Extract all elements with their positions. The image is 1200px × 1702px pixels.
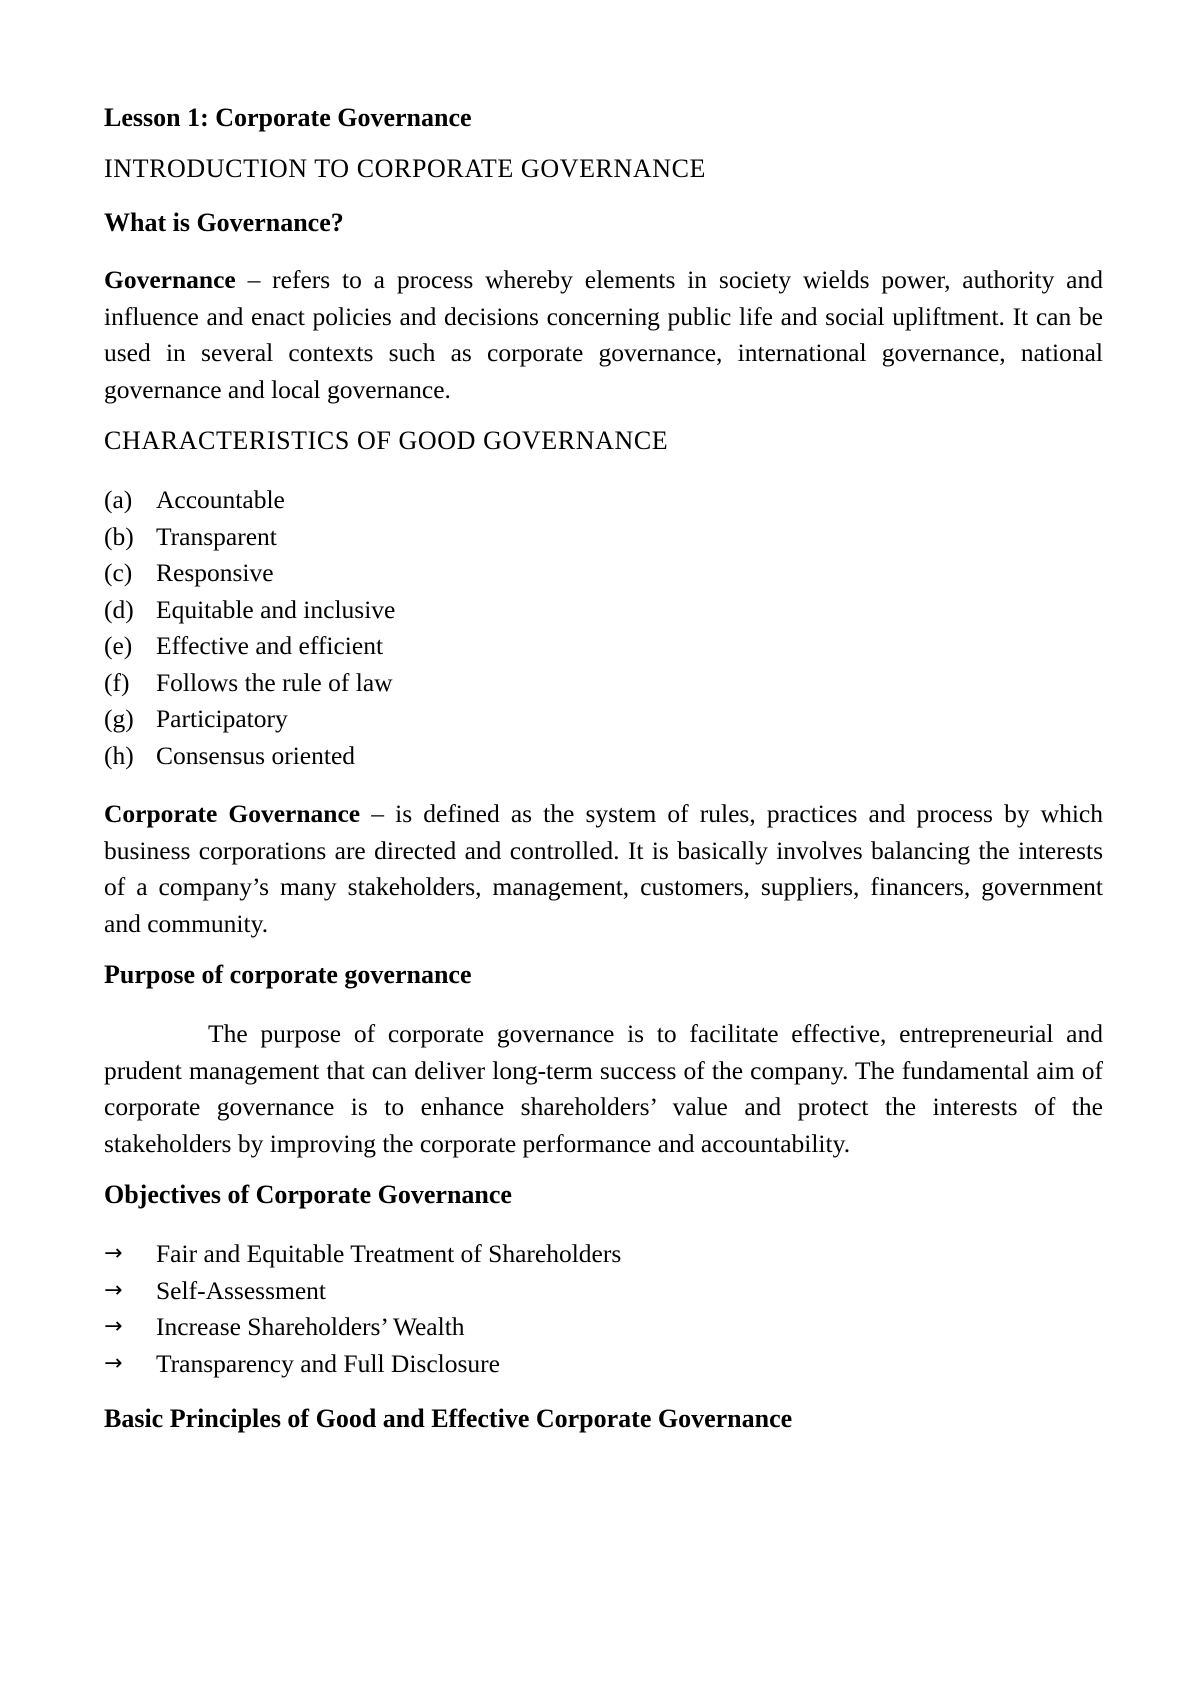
list-item-text: Increase Shareholders’ Wealth — [156, 1312, 465, 1341]
list-marker: (f) — [104, 667, 130, 697]
arrow-icon: → — [104, 1350, 123, 1376]
list-item-text: Fair and Equitable Treatment of Shareholders — [156, 1239, 622, 1268]
list-item — [104, 1236, 1103, 1273]
list-marker: (c) — [104, 558, 133, 587]
principles-heading: Basic Principles of Good and Effective Corporate Governance — [104, 1404, 793, 1433]
arrow-icon: → — [104, 1314, 123, 1339]
governance-definition-text: – refers to a process whereby elements in society wields power, authority and influence and enact policies and decisions concerning public life and social upliftment. It can be used in several contexts such as corporate governance, international governance, national governance and local governance. — [104, 265, 1103, 404]
list-item-text: Self-Assessment — [156, 1275, 326, 1305]
list-item — [104, 1273, 1103, 1310]
list-item — [104, 701, 1103, 738]
list-item-text: Equitable and inclusive — [156, 594, 396, 624]
list-item-text: Consensus oriented — [156, 740, 356, 770]
list-item — [104, 628, 1103, 665]
intro-heading: INTRODUCTION TO CORPORATE GOVERNANCE — [104, 154, 707, 183]
list-marker: (a) — [104, 485, 133, 514]
list-marker: (g) — [104, 704, 134, 733]
characteristics-heading: CHARACTERISTICS OF GOOD GOVERNANCE — [104, 426, 669, 455]
list-item-text: Effective and efficient — [156, 631, 384, 660]
list-item — [104, 738, 1103, 775]
list-item-text: Responsive — [156, 558, 274, 587]
arrow-icon: → — [104, 1277, 123, 1303]
objectives-heading: Objectives of Corporate Governance — [104, 1180, 512, 1209]
purpose-paragraph: The purpose of corporate governance is to facilitate effective, entrepreneurial and prudent management that can deliver long-term success of the company. The fundamental aim of corporate governance is to enhance shareholders’ value and protect the interests of the stakeholders by improving the corporate performance and accountability. — [104, 1019, 1103, 1158]
purpose-heading: Purpose of corporate governance — [104, 960, 472, 989]
list-item — [104, 592, 1103, 629]
governance-term: Governance — [104, 265, 236, 294]
list-item — [104, 555, 1103, 592]
lesson-title: Lesson 1: Corporate Governance — [104, 103, 472, 132]
list-item-text: Follows the rule of law — [156, 667, 393, 697]
what-is-governance-heading: What is Governance? — [104, 208, 344, 237]
list-item — [104, 482, 1103, 519]
objectives-list — [104, 1236, 1103, 1382]
list-item — [104, 519, 1103, 556]
list-marker: (h) — [104, 740, 134, 770]
list-item-text: Transparency and Full Disclosure — [156, 1348, 500, 1378]
list-marker: (b) — [104, 521, 134, 551]
list-item-text: Participatory — [156, 704, 288, 733]
list-item — [104, 665, 1103, 702]
list-item-text: Accountable — [156, 485, 285, 514]
list-item-text: Transparent — [156, 521, 277, 551]
arrow-icon: → — [104, 1241, 123, 1266]
corporate-governance-term: Corporate Governance — [104, 799, 361, 828]
corporate-governance-definition — [104, 796, 1103, 942]
list-marker: (e) — [104, 631, 133, 660]
characteristics-list — [104, 482, 1103, 774]
list-item — [104, 1309, 1103, 1346]
list-item — [104, 1346, 1103, 1383]
corporate-governance-definition-text: – is defined as the system of rules, practices and process by which business corporations are directed and controlled. It is basically involves balancing the interests of a company’s many stakeholders, management, customers, suppliers, financers, government and community. — [104, 799, 1104, 938]
governance-definition — [104, 262, 1103, 408]
list-marker: (d) — [104, 594, 134, 624]
